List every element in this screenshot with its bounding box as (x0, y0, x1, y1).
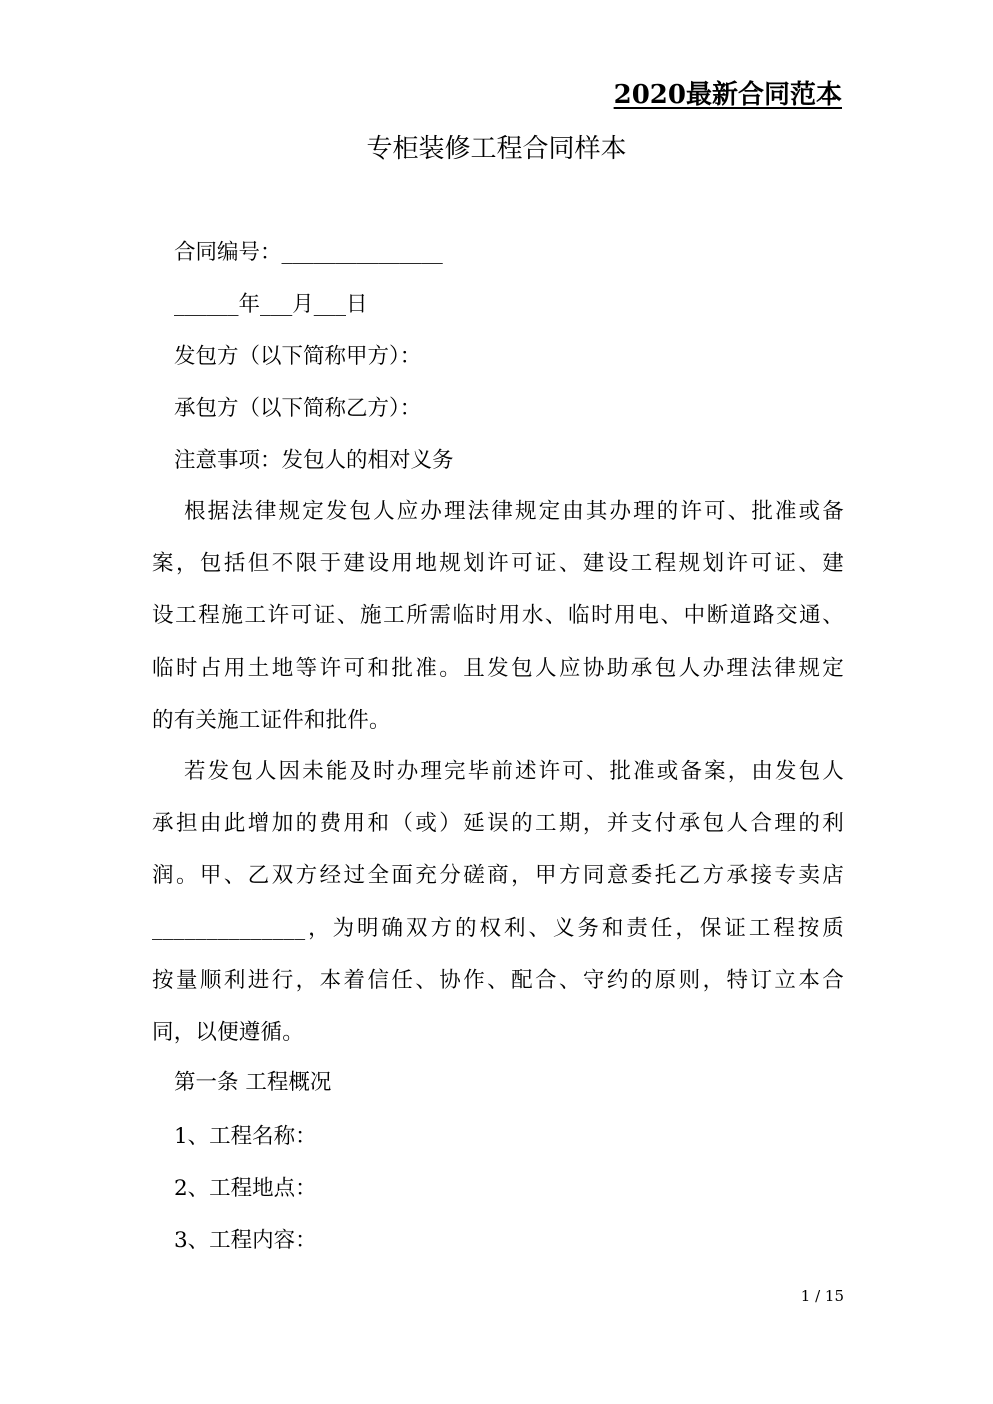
paragraph-line: 同，以便遵循。 (152, 1020, 304, 1046)
paragraph-line: 按量顺利进行，本着信任、协作、配合、守约的原则，特订立本合 (152, 967, 844, 993)
party-a-line: 发包方（以下简称甲方）： (174, 344, 422, 369)
contract-number-line: 合同编号：_______________ (174, 240, 443, 265)
item-project-content: 3、工程内容： (174, 1228, 317, 1253)
paragraph-line: 临时占用土地等许可和批准。且发包人应协助承包人办理法律规定 (152, 655, 844, 681)
paragraph-line: 根据法律规定发包人应办理法律规定由其办理的许可、批准或备 (184, 499, 844, 524)
party-b-line: 承包方（以下简称乙方）： (174, 396, 422, 421)
page-number: 1 / 15 (800, 1287, 844, 1305)
notice-line: 注意事项：发包人的相对义务 (174, 448, 454, 473)
paragraph-line: 承担由此增加的费用和（或）延误的工期，并支付承包人合理的利 (152, 811, 844, 837)
paragraph-line: 润。甲、乙双方经过全面充分磋商，甲方同意委托乙方承接专卖店 (152, 863, 844, 889)
paragraph-line: 案，包括但不限于建设用地规划许可证、建设工程规划许可证、建 (152, 551, 844, 577)
paragraph-obligations (152, 486, 844, 747)
document-title: 专柜装修工程合同样本 (366, 134, 627, 164)
article-1-heading: 第一条 工程概况 (174, 1070, 332, 1095)
date-line: ______年___月___日 (174, 292, 368, 317)
paragraph-line: 设工程施工许可证、施工所需临时用水、临时用电、中断道路交通、 (152, 603, 844, 629)
item-project-name: 1、工程名称： (174, 1124, 317, 1149)
paragraph-line: 的有关施工证件和批件。 (152, 707, 391, 733)
paragraph-line: ______________，为明确双方的权利、义务和责任，保证工程按质 (152, 915, 844, 941)
item-project-location: 2、工程地点： (174, 1176, 317, 1201)
paragraph-consequences (152, 746, 844, 1059)
paragraph-line: 若发包人因未能及时办理完毕前述许可、批准或备案，由发包人 (184, 759, 844, 784)
header-title: 2020最新合同范本 (613, 80, 842, 110)
